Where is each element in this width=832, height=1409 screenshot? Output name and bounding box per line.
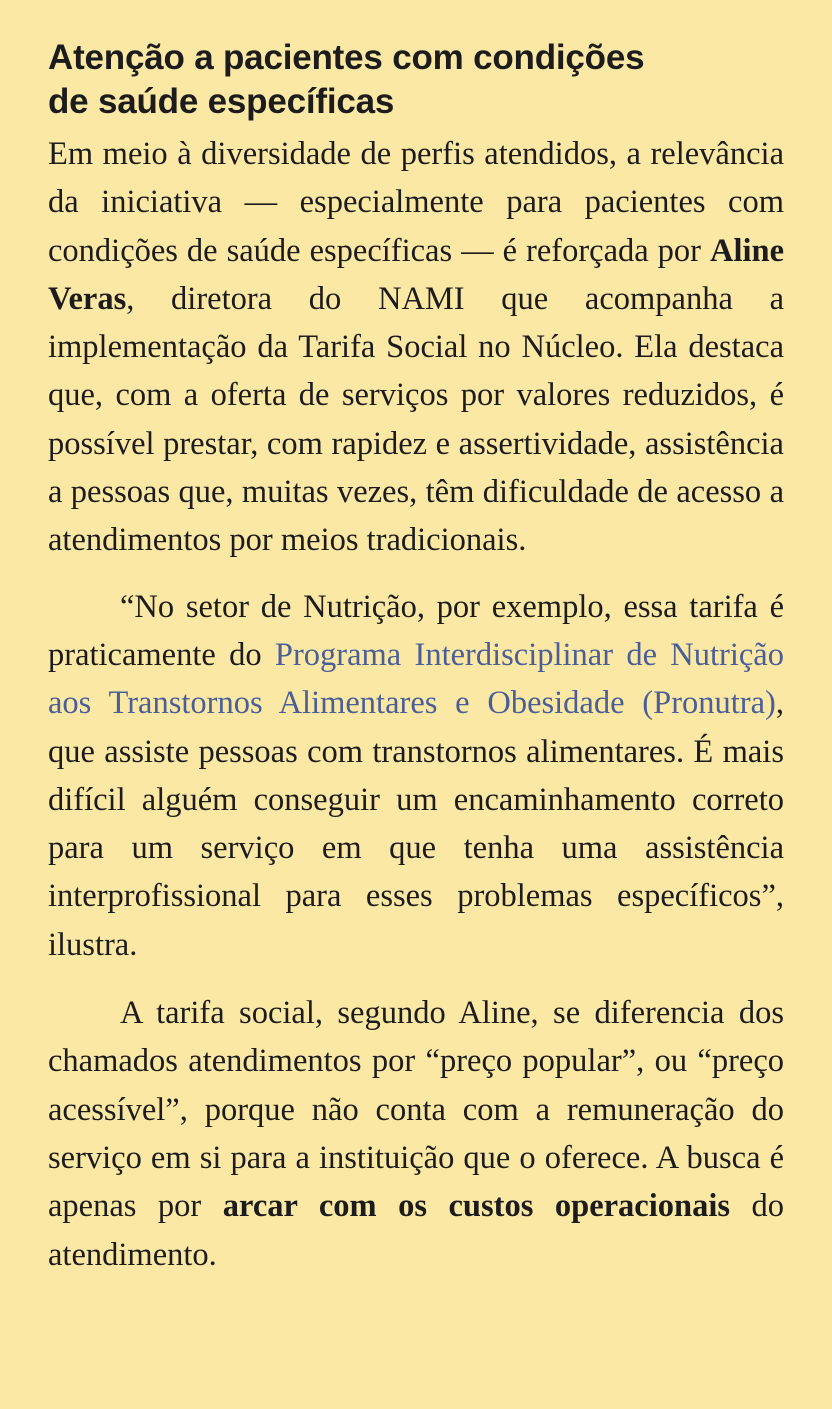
paragraph-2 — [48, 583, 784, 969]
paragraph-2-text-after: , que assiste pessoas com transtornos alimentares. É mais difícil alguém conseguir um encaminhamento correto para um serviço em que tenha uma assistência interprofissional para esses problemas específicos”, ilustra. — [48, 685, 784, 963]
paragraph-3-text-after: do atendimento. — [48, 1188, 784, 1273]
paragraph-3-text-before: A tarifa social, segundo Aline, se diferencia dos chamados atendimentos por “preço popular”, ou “preço acessível”, porque não conta com a remuneração do serviço em si para a instituição que o oferece. A busca é apenas por — [48, 995, 784, 1225]
paragraph-1-text-before: Em meio à diversidade de perfis atendidos, a relevância da iniciativa — especialmente para pacientes com condições de saúde específicas — é reforçada por — [48, 136, 784, 269]
pronutra-link[interactable]: Programa Interdisciplinar de Nutrição aos Transtornos Alimentares e Obesidade (Pronutra) — [48, 636, 784, 722]
paragraph-1-text-after: , diretora do NAMI que acompanha a implementação da Tarifa Social no Núcleo. Ela destaca que, com a oferta de serviços por valores reduzidos, é possível prestar, com rapidez e assertividade, assistência a pessoas que, muitas vezes, têm dificuldade de acesso a atendimentos por meios tradicionais. — [48, 280, 784, 559]
emphasis-operational-costs: arcar com os custos operacionais — [222, 1188, 730, 1225]
person-name: Aline Veras — [48, 232, 784, 317]
section-title: Atenção a pacientes com condições de saúde específicas — [48, 38, 645, 121]
paragraph-3 — [48, 989, 784, 1279]
paragraph-2-text-before: “No setor de Nutrição, por exemplo, essa tarifa é praticamente do — [48, 588, 784, 673]
paragraph-1 — [48, 130, 784, 565]
